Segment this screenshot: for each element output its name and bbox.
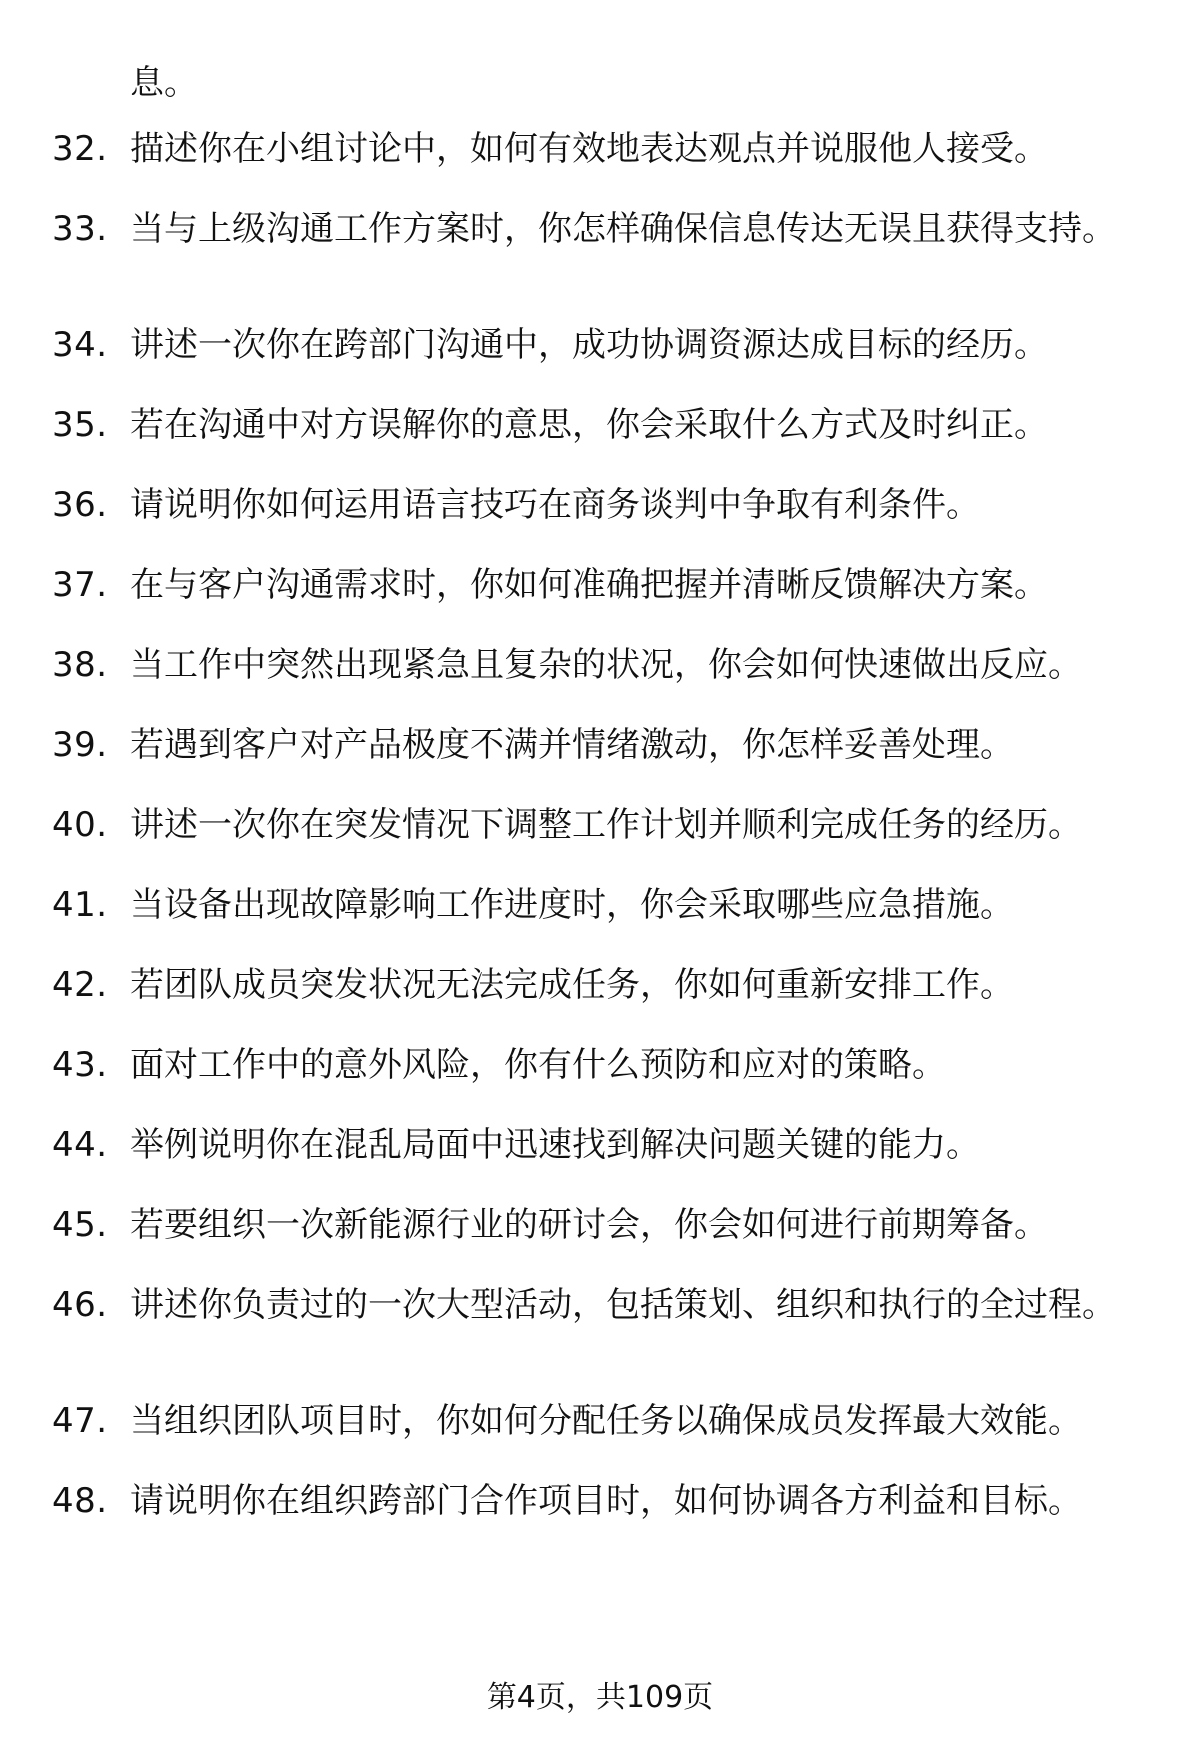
page-footer: 第4页，共109页 <box>486 1680 714 1715</box>
item-number: 42. <box>52 965 108 1005</box>
item-text: 当与上级沟通工作方案时，你怎样确保信息传达无误且获得支持。 <box>130 209 1116 249</box>
list-item <box>52 642 1152 688</box>
item-number: 46. <box>52 1285 108 1325</box>
item-number: 40. <box>52 805 108 845</box>
list-item <box>52 1122 1152 1168</box>
item-text: 讲述你负责过的一次大型活动，包括策划、组织和执行的全过程。 <box>130 1285 1116 1325</box>
item-text: 若在沟通中对方误解你的意思，你会采取什么方式及时纠正。 <box>130 405 1048 445</box>
list-item <box>52 126 1152 172</box>
item-text: 若团队成员突发状况无法完成任务，你如何重新安排工作。 <box>130 965 1014 1005</box>
item-text: 描述你在小组讨论中，如何有效地表达观点并说服他人接受。 <box>130 129 1048 169</box>
continuation-text: 息。 <box>130 63 198 103</box>
list-item <box>52 1202 1152 1248</box>
item-text: 面对工作中的意外风险，你有什么预防和应对的策略。 <box>130 1045 946 1085</box>
item-number: 47. <box>52 1401 108 1441</box>
item-number: 45. <box>52 1205 108 1245</box>
list-item <box>52 562 1152 608</box>
list-item <box>52 1398 1152 1444</box>
item-number: 33. <box>52 209 108 249</box>
item-number: 38. <box>52 645 108 685</box>
item-number: 39. <box>52 725 108 765</box>
item-number: 37. <box>52 565 108 605</box>
watermark: ​ <box>527 764 693 976</box>
item-text: 在与客户沟通需求时，你如何准确把握并清晰反馈解决方案。 <box>130 565 1048 605</box>
list-item <box>52 1042 1152 1088</box>
item-text: 讲述一次你在跨部门沟通中，成功协调资源达成目标的经历。 <box>130 325 1048 365</box>
item-number: 48. <box>52 1481 108 1521</box>
item-text: 当工作中突然出现紧急且复杂的状况，你会如何快速做出反应。 <box>130 645 1082 685</box>
item-number: 44. <box>52 1125 108 1165</box>
item-number: 36. <box>52 485 108 525</box>
item-number: 35. <box>52 405 108 445</box>
item-text: 当组织团队项目时，你如何分配任务以确保成员发挥最大效能。 <box>130 1401 1082 1441</box>
list-item <box>52 962 1152 1008</box>
item-text: 请说明你如何运用语言技巧在商务谈判中争取有利条件。 <box>130 485 980 525</box>
item-text: 若要组织一次新能源行业的研讨会，你会如何进行前期筹备。 <box>130 1205 1048 1245</box>
list-item <box>52 322 1152 368</box>
item-text: 举例说明你在混乱局面中迅速找到解决问题关键的能力。 <box>130 1125 980 1165</box>
list-item <box>52 722 1152 768</box>
item-text: 当设备出现故障影响工作进度时，你会采取哪些应急措施。 <box>130 885 1014 925</box>
item-number: 41. <box>52 885 108 925</box>
list-item <box>52 882 1152 928</box>
list-item <box>52 802 1152 848</box>
list-item <box>52 402 1152 448</box>
item-number: 32. <box>52 129 108 169</box>
list-item <box>52 206 1152 252</box>
list-item <box>52 1478 1152 1524</box>
item-text: 讲述一次你在突发情况下调整工作计划并顺利完成任务的经历。 <box>130 805 1082 845</box>
item-number: 43. <box>52 1045 108 1085</box>
item-number: 34. <box>52 325 108 365</box>
item-text: 请说明你在组织跨部门合作项目时，如何协调各方利益和目标。 <box>130 1481 1082 1521</box>
list-item <box>52 482 1152 528</box>
list-item <box>52 1282 1152 1328</box>
item-text: 若遇到客户对产品极度不满并情绪激动，你怎样妥善处理。 <box>130 725 1014 765</box>
